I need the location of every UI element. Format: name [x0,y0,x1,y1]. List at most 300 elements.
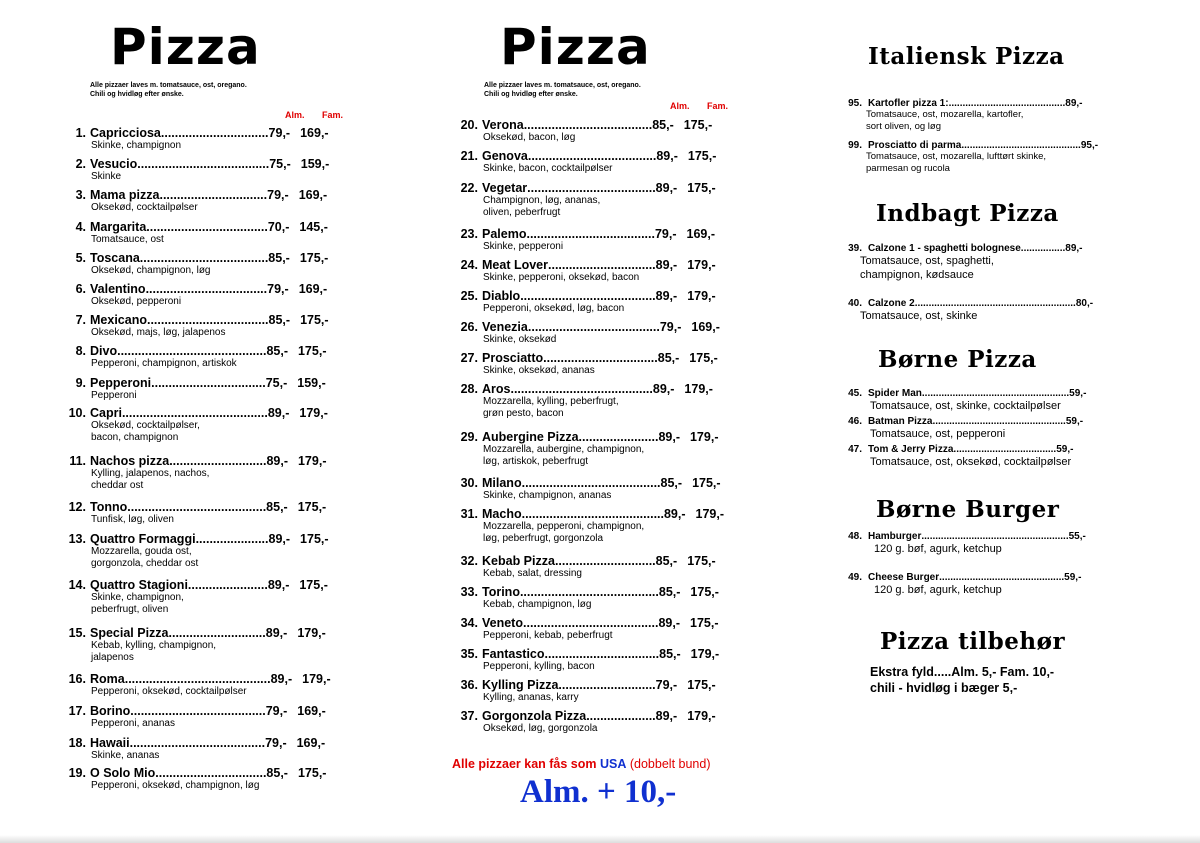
item-price-alm: 79,- [267,188,289,202]
menu-item-line [452,181,716,195]
item-number: 2. [75,157,86,171]
item-number: 49. [848,572,862,583]
item-number: 3. [75,188,86,202]
item-number: 45. [848,388,862,399]
item-price-alm: 89,- [655,181,678,195]
menu-item [452,709,716,735]
menu-item [60,766,326,792]
left-page-title: Pizza [110,18,261,76]
item-description: Pepperoni, kylling, bacon [483,661,595,672]
item-price-alm: 75,- [265,376,288,390]
item-name: Capricciosa [90,126,161,140]
item-number: 18. [68,736,86,750]
item-price-alm: 85,- [268,251,290,265]
menu-item-line [60,704,326,718]
menu-item [452,181,716,219]
item-description: Oksekød, pepperoni [91,296,182,307]
item-name: Capri [90,406,122,420]
menu-item [452,227,715,253]
menu-item-line [452,320,720,334]
item-price-alm: 79,- [654,227,677,241]
item-price-fam: 169,- [686,227,716,241]
item-dots: ............................ [558,678,656,692]
item-description: Kebab, salat, dressing [483,568,582,579]
item-price-alm: 89,- [655,258,678,272]
menu-item-line [452,678,716,692]
item-name: Toscana [90,251,140,265]
menu-item-line [60,313,329,327]
menu-item-line [60,532,329,546]
item-dots: ................................. [543,351,658,365]
menu-item-line [60,157,329,171]
item-dots: ............................... [548,258,656,272]
item-description: Kebab, kylling, champignon, jalapenos [91,640,217,663]
menu-item-line [60,251,328,265]
item-description: Mozzarella, pepperoni, champignon, løg, peberfrugt, gorgonzola [483,521,645,544]
item-name: Veneto [482,616,523,630]
item-dots: .......................................................... [914,298,1076,309]
item-price-fam: 169,- [300,126,329,140]
menu-item [60,344,326,370]
menu-item-line [836,243,1083,254]
item-price-fam: 175,- [299,251,329,265]
item-dots: ............................................. [939,572,1065,583]
menu-item-line [452,507,724,521]
item-price-alm: 75,- [269,157,291,171]
item-price-alm: 85,- [652,118,674,132]
item-number: 39. [848,243,862,254]
menu-item [452,118,712,144]
item-name: Tom & Jerry Pizza. [868,444,957,455]
item-description: Skinke, pepperoni, oksekød, bacon [483,272,640,283]
item-name: Kartofler pizza 1: [868,98,949,109]
item-price: 55,- [1068,531,1086,542]
item-price-alm: 79,- [265,704,288,718]
menu-item-line [60,500,326,514]
item-number: 30. [460,476,478,490]
item-name: Prosciatto di parma. [868,140,965,151]
item-name: Tonno [90,500,128,514]
menu-item [60,251,328,277]
item-dots: ....................... [578,430,659,444]
item-name: Roma [90,672,125,686]
item-dots: ...................................... [527,320,660,334]
menu-item [60,313,329,339]
item-name: Kylling Pizza [482,678,559,692]
item-price-fam: 175,- [689,351,718,365]
menu-item-line [60,376,326,390]
menu-item-line [452,554,716,568]
menu-item [60,532,329,570]
usa-word: USA [599,757,627,771]
menu-item-line [836,416,1083,427]
item-dots: ..................................................... [921,388,1070,399]
item-number: 26. [460,320,478,334]
item-description: Tomatsauce, ost, oksekød, cocktailpølser [870,456,1072,468]
item-description: Pepperoni, champignon, artiskok [91,358,237,369]
menu-item [452,320,720,346]
item-price-alm: 85,- [268,313,291,327]
menu-item [60,500,326,526]
item-dots: ............... [1023,243,1066,254]
item-price-alm: 85,- [266,344,288,358]
item-name: Nachos pizza [90,454,170,468]
item-description: Skinke, bacon, cocktailpølser [483,163,613,174]
item-dots: ................................. [151,376,266,390]
menu-item [60,454,326,492]
item-description: Tomatsauce, ost, skinke, cocktailpølser [870,400,1061,412]
item-dots: ......................................... [521,507,664,521]
item-dots: ............................... [160,126,269,140]
item-name: Borino [90,704,131,718]
left-header-fam: Fam. [322,110,344,120]
item-number: 17. [68,704,86,718]
item-name: Margarita [90,220,147,234]
menu-item [836,140,1098,175]
item-number: 12. [68,500,86,514]
menu-item [836,416,1083,441]
item-dots: ..................................... [139,251,269,265]
menu-item-line [60,626,326,640]
menu-item [452,351,718,377]
item-description: Champignon, løg, ananas, oliven, peberfrugt [483,195,601,218]
item-description: Oksekød, majs, løg, jalapenos [91,327,226,338]
menu-item [452,382,713,420]
item-description: 120 g. bøf, agurk, ketchup [874,543,1002,555]
item-description: Kylling, jalapenos, nachos, cheddar ost [91,468,210,491]
item-price-fam: 169,- [298,282,328,296]
menu-item [836,388,1086,413]
item-number: 19. [68,766,86,780]
item-price-fam: 179,- [299,406,328,420]
item-number: 10. [68,406,86,420]
item-name: Special Pizza [90,626,169,640]
item-description: Oksekød, cocktailpølser [91,202,198,213]
item-price-fam: 179,- [687,258,716,272]
menu-item [60,220,328,246]
item-description: Pepperoni, oksekød, cocktailpølser [91,686,247,697]
menu-item-line [452,289,716,303]
item-price-fam: 175,- [300,313,329,327]
item-price-fam: 175,- [690,585,719,599]
menu-item [60,282,327,308]
item-name: Meat Lover [482,258,548,272]
item-name: Calzone 2 [868,298,915,309]
item-dots: ............................... [159,188,268,202]
item-description: Pepperoni, oksekød, champignon, løg [91,780,260,791]
item-dots: ..................................... [527,149,657,163]
item-description: Pepperoni, kebab, peberfrugt [483,630,613,641]
item-number: 13. [68,532,86,546]
item-name: Prosciatto [482,351,544,365]
item-name: Vegetar [482,181,528,195]
menu-item [836,98,1083,133]
menu-item [452,430,718,468]
item-name: Mexicano [90,313,147,327]
item-number: 22. [460,181,478,195]
item-price-fam: 175,- [297,766,327,780]
item-price-fam: 179,- [297,454,327,468]
section-title-tilbehor: Pizza tilbehør [880,628,1066,655]
item-dots: ..................................... [523,118,653,132]
item-dots: .......................................... [948,98,1066,109]
menu-item [60,376,326,402]
item-description: Tunfisk, løg, oliven [91,514,174,525]
menu-item [452,678,716,704]
item-description: Skinke, champignon, ananas [483,490,612,501]
item-number: 15. [68,626,86,640]
menu-item-line [452,616,719,630]
item-number: 29. [460,430,478,444]
item-dots: ......................................... [510,382,653,396]
usa-price: Alm. + 10,- [520,774,677,810]
item-description: Oksekød, cocktailpølser, bacon, champignon [91,420,200,443]
item-number: 33. [460,585,478,599]
item-price-alm: 89,- [267,578,290,592]
item-name: Venezia [482,320,528,334]
usa-note [452,757,710,771]
menu-item-line [60,406,328,420]
item-name: Divo [90,344,118,358]
item-dots: .................................... [956,444,1057,455]
item-number: 5. [75,251,86,265]
item-number: 7. [75,313,86,327]
item-dots: ........................................... [117,344,267,358]
menu-item [452,507,724,545]
item-number: 99. [848,140,862,151]
item-dots: ....................................... [129,736,266,750]
item-price-alm: 89,- [656,149,678,163]
item-price: 59,- [1064,572,1082,583]
item-price-fam: 179,- [684,382,713,396]
menu-item-line [836,531,1086,542]
item-name: Fantastico [482,647,545,661]
item-name: Macho [482,507,522,521]
item-dots: ..................................... [527,181,656,195]
menu-item-line [836,298,1093,309]
menu-item-line [452,258,716,272]
item-dots: .......................................... [121,406,268,420]
item-description: Oksekød, champignon, løg [91,265,211,276]
menu-item [452,289,716,315]
item-dots: ...................................... [137,157,270,171]
menu-item [836,243,1083,282]
item-price-fam: 159,- [297,376,326,390]
item-price-fam: 179,- [302,672,331,686]
item-price-alm: 79,- [267,282,289,296]
item-name: O Solo Mio [90,766,156,780]
menu-item-line [60,578,328,592]
menu-item [836,572,1081,597]
usa-prefix: Alle pizzaer kan fås som [452,757,600,771]
item-name: Mama pizza [90,188,160,202]
item-number: 4. [75,220,86,234]
item-price: 80,- [1075,298,1094,309]
menu-item-line [836,444,1073,455]
menu-item-line [60,736,325,750]
item-number: 9. [75,376,86,390]
item-price: 59,- [1056,444,1074,455]
item-dots: ........................................ [521,476,661,490]
item-price-fam: 175,- [687,181,716,195]
item-price-fam: 169,- [296,736,326,750]
menu-item-line [836,140,1098,151]
item-number: 11. [69,454,86,468]
menu-item-line [60,454,326,468]
item-description: Mozzarella, aubergine, champignon, løg, artiskok, peberfrugt [483,444,645,467]
item-dots: ..................................... [526,227,655,241]
item-number: 37. [460,709,478,723]
menu-item-line [836,572,1081,583]
item-price-fam: 175,- [687,554,716,568]
menu-item-line [452,351,718,365]
item-dots: ................................... [146,313,269,327]
item-name: Verona [482,118,524,132]
item-price-alm: 89,- [655,709,678,723]
item-name: Spider Man [868,388,922,399]
usa-suffix: (dobbelt bund) [626,757,711,771]
item-price-fam: 145,- [299,220,328,234]
item-price: 89,- [1065,98,1083,109]
item-number: 34. [460,616,478,630]
item-name: Milano [482,476,522,490]
item-description: Oksekød, løg, gorgonzola [483,723,598,734]
item-dots: ............................ [168,626,266,640]
item-description: 120 g. bøf, agurk, ketchup [874,584,1002,596]
item-price-fam: 175,- [297,500,327,514]
item-price-fam: 169,- [298,188,328,202]
item-price-alm: 85,- [659,647,681,661]
item-description: Skinke, ananas [91,750,160,761]
item-description: Skinke, champignon, peberfrugt, oliven [91,592,184,615]
left-note: Alle pizzaer laves m. tomatsauce, ost, oregano. Chili og hvidløg efter ønske. [90,82,247,98]
menu-item-line [452,118,712,132]
item-description: Tomatsauce, ost, skinke [860,310,978,322]
item-name: Palemo [482,227,527,241]
item-price-alm: 85,- [655,554,678,568]
menu-item [60,188,327,214]
item-price-alm: 79,- [655,678,678,692]
item-price-fam: 179,- [687,289,716,303]
item-description: Oksekød, bacon, løg [483,132,576,143]
menu-item [452,647,719,673]
menu-item-line [452,709,716,723]
item-description: Tomatsauce, ost [91,234,164,245]
item-dots: ............................. [554,554,656,568]
item-number: 95. [848,98,862,109]
item-price-fam: 175,- [692,476,721,490]
menu-item-line [452,149,716,163]
item-number: 25. [460,289,478,303]
menu-item-line [452,227,715,241]
item-name: Quattro Stagioni [90,578,188,592]
item-price-alm: 89,- [265,626,288,640]
section-title-borne-pizza: Børne Pizza [878,346,1037,373]
menu-item [60,406,328,444]
item-price-fam: 175,- [683,118,713,132]
item-price-alm: 89,- [268,532,291,546]
item-price-fam: 179,- [689,430,719,444]
item-dots: .......................................... [124,672,271,686]
item-dots: ....................................... [523,616,659,630]
menu-item-line [836,98,1083,109]
menu-item-line [452,647,719,661]
menu-item-line [452,476,721,490]
item-dots: ........................................ [519,585,659,599]
item-price-fam: 169,- [691,320,720,334]
item-number: 6. [75,282,86,296]
item-dots: ....................... [187,578,268,592]
item-number: 46. [848,416,862,427]
item-price-fam: 179,- [297,626,326,640]
item-price-fam: 175,- [299,578,328,592]
item-price-alm: 89,- [663,507,686,521]
item-price-fam: 175,- [300,532,329,546]
item-dots: ........................................ [127,500,267,514]
item-description: Pepperoni, oksekød, løg, bacon [483,303,625,314]
menu-item [452,476,721,502]
item-description: Skinke [91,171,122,182]
menu-item-line [60,672,331,686]
item-number: 16. [68,672,86,686]
item-number: 48. [848,531,862,542]
menu-item-line [60,766,326,780]
item-name: Batman Pizza. [868,416,936,427]
item-name: Quattro Formaggi [90,532,196,546]
menu-item [60,157,329,183]
item-price-alm: 89,- [270,672,293,686]
left-header-alm: Alm. [285,110,305,120]
item-name: Cheese Burger [868,572,940,583]
menu-item-line [60,344,326,358]
item-number: 47. [848,444,862,455]
menu-item [836,444,1073,469]
item-dots: ....................................... [130,704,266,718]
item-name: Hawaii [90,736,130,750]
item-name: Diablo [482,289,521,303]
middle-header-alm: Alm. [670,101,690,111]
item-description: Skinke, pepperoni [483,241,564,252]
item-dots: ................................ [155,766,267,780]
item-price-fam: 179,- [690,647,720,661]
item-price-alm: 85,- [660,476,683,490]
menu-item-line [452,430,718,444]
item-dots: ..................................................... [921,531,1069,542]
item-dots: ................................... [145,282,268,296]
item-description: Tomatsauce, ost, pepperoni [870,428,1006,440]
item-number: 36. [460,678,478,692]
item-number: 21. [460,149,478,163]
item-name: Valentino [90,282,146,296]
menu-item [60,578,328,616]
item-price-alm: 85,- [266,500,288,514]
item-number: 32. [460,554,478,568]
item-price-fam: 179,- [695,507,725,521]
item-number: 23. [460,227,478,241]
item-description: Pepperoni [91,390,137,401]
item-price-alm: 79,- [659,320,682,334]
item-number: 8. [75,344,86,358]
item-name: Torino [482,585,520,599]
item-name: Aros [482,382,511,396]
section-title-borne-burger: Børne Burger [876,496,1060,523]
item-price-fam: 169,- [297,704,326,718]
item-dots: ....................................... [520,289,656,303]
middle-note: Alle pizzaer laves m. tomatsauce, ost, oregano. Chili og hvidløg efter ønske. [484,82,641,98]
item-name: Pepperoni [90,376,152,390]
item-price-alm: 85,- [266,766,288,780]
menu-item [60,626,326,664]
